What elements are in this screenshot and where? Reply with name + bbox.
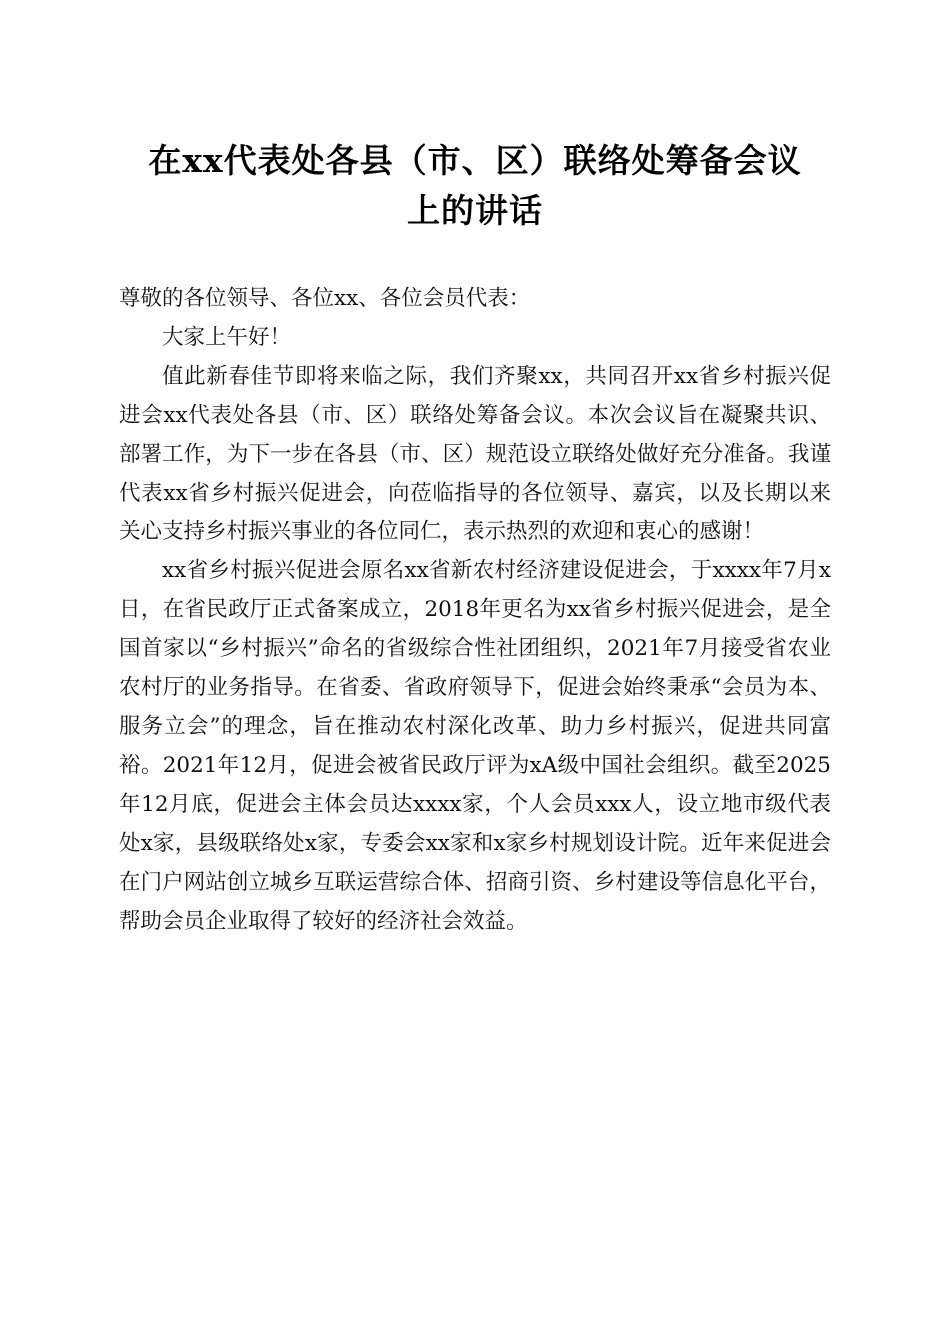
- paragraph-association-intro: xx省乡村振兴促进会原名xx省新农村经济建设促进会，于xxxx年7月x日，在省民政厅正式备案成立，2018年更名为xx省乡村振兴促进会，是全国首家以“乡村振兴”命名的省级综合性社团组织，2021年7月接受省农业农村厅的业务指导。在省委、省政府领导下，促进会始终秉承“会员为本、服务立会”的理念，旨在推动农村深化改革、助力乡村振兴，促进共同富裕。2021年12月，促进会被省民政厅评为xA级中国社会组织。截至2025年12月底，促进会主体会员达xxxx家，个人会员xxx人，设立地市级代表处x家，县级联络处x家，专委会xx家和x家乡村规划设计院。近年来促进会在门户网站创立城乡互联运营综合体、招商引资、乡村建设等信息化平台，帮助会员企业取得了较好的经济社会效益。: [119, 558, 831, 934]
- document-title: [90, 136, 860, 236]
- title-line-2: 上的讲话: [407, 191, 543, 230]
- paragraph-opening: 值此新春佳节即将来临之际，我们齐聚xx，共同召开xx省乡村振兴促进会xx代表处各县（市、区）联络处筹备会议。本次会议旨在凝聚共识、部署工作，为下一步在各县（市、区）规范设立联络处做好充分准备。我谨代表xx省乡村振兴促进会，向莅临指导的各位领导、嘉宾，以及长期以来关心支持乡村振兴事业的各位同仁，表示热烈的欢迎和衷心的感谢！: [119, 363, 831, 545]
- title-line-1: 在xx代表处各县（市、区）联络处筹备会议: [148, 141, 802, 180]
- salutation: 尊敬的各位领导、各位xx、各位会员代表：: [119, 286, 531, 311]
- document-body: [119, 280, 831, 941]
- greeting: 大家上午好！: [162, 324, 292, 350]
